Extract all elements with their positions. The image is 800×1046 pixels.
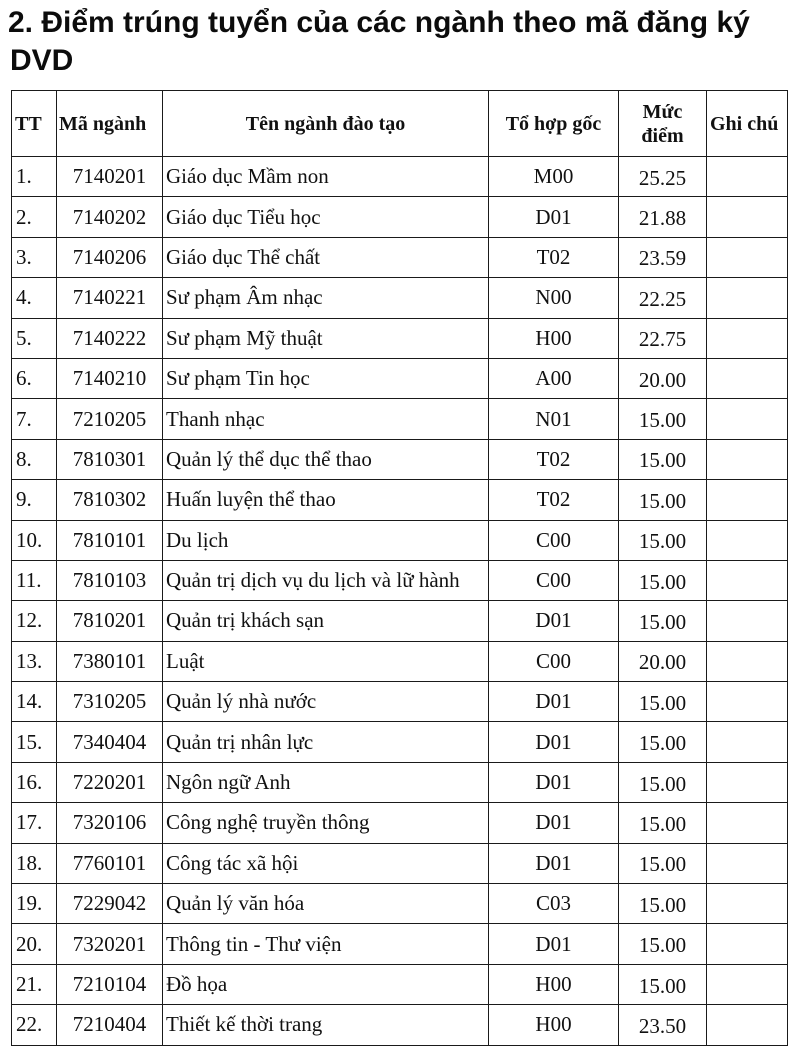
cell-score: 15.00 (619, 560, 707, 600)
cell-name: Sư phạm Âm nhạc (163, 278, 489, 318)
cell-score: 23.50 (619, 1005, 707, 1045)
cell-note (707, 399, 788, 439)
cell-note (707, 278, 788, 318)
cell-combo: M00 (489, 157, 619, 197)
header-score-line-2: điểm (641, 124, 684, 147)
title-line-1: 2. Điểm trúng tuyển của các ngành theo mã đăng ký (8, 6, 750, 39)
cell-score: 22.75 (619, 318, 707, 358)
cell-name: Quản trị dịch vụ du lịch và lữ hành (163, 560, 489, 600)
cell-note (707, 480, 788, 520)
cell-name: Luật (163, 641, 489, 681)
cell-combo: N00 (489, 278, 619, 318)
cell-name: Quản lý nhà nước (163, 682, 489, 722)
cell-score: 22.25 (619, 278, 707, 318)
cell-tt: 2. (12, 197, 57, 237)
cell-name: Giáo dục Thể chất (163, 237, 489, 277)
cell-combo: T02 (489, 439, 619, 479)
table-row (12, 641, 788, 681)
cell-code: 7220201 (57, 762, 163, 802)
cell-score: 20.00 (619, 358, 707, 398)
cell-note (707, 641, 788, 681)
cell-tt: 10. (12, 520, 57, 560)
cell-note (707, 722, 788, 762)
cell-tt: 19. (12, 884, 57, 924)
cell-tt: 18. (12, 843, 57, 883)
cell-combo: H00 (489, 1005, 619, 1045)
cell-note (707, 197, 788, 237)
header-name: Tên ngành đào tạo (163, 91, 489, 157)
admission-scores-table (11, 90, 788, 1046)
header-code: Mã ngành (57, 91, 163, 157)
page-title (8, 4, 798, 80)
cell-code: 7210104 (57, 964, 163, 1004)
cell-note (707, 803, 788, 843)
cell-combo: D01 (489, 762, 619, 802)
cell-name: Du lịch (163, 520, 489, 560)
header-score-line-1: Mức (642, 100, 683, 123)
cell-note (707, 560, 788, 600)
table-row (12, 843, 788, 883)
cell-tt: 4. (12, 278, 57, 318)
table-body (12, 157, 788, 1046)
cell-score: 15.00 (619, 803, 707, 843)
table-row (12, 439, 788, 479)
header-row (12, 91, 788, 157)
cell-score: 20.00 (619, 641, 707, 681)
header-tt: TT (12, 91, 57, 157)
cell-score: 25.25 (619, 157, 707, 197)
cell-code: 7210404 (57, 1005, 163, 1045)
table-row (12, 722, 788, 762)
cell-code: 7140221 (57, 278, 163, 318)
table-row (12, 924, 788, 964)
table-row (12, 318, 788, 358)
cell-score: 15.00 (619, 843, 707, 883)
cell-score: 15.00 (619, 682, 707, 722)
table-row (12, 560, 788, 600)
cell-tt: 3. (12, 237, 57, 277)
cell-tt: 7. (12, 399, 57, 439)
cell-tt: 6. (12, 358, 57, 398)
cell-combo: T02 (489, 237, 619, 277)
cell-tt: 5. (12, 318, 57, 358)
cell-name: Giáo dục Tiểu học (163, 197, 489, 237)
cell-note (707, 964, 788, 1004)
cell-name: Giáo dục Mầm non (163, 157, 489, 197)
cell-code: 7140202 (57, 197, 163, 237)
cell-note (707, 924, 788, 964)
cell-note (707, 601, 788, 641)
table-row (12, 964, 788, 1004)
cell-score: 15.00 (619, 722, 707, 762)
cell-note (707, 439, 788, 479)
cell-combo: H00 (489, 964, 619, 1004)
cell-score: 15.00 (619, 762, 707, 802)
cell-combo: C00 (489, 520, 619, 560)
cell-score: 15.00 (619, 964, 707, 1004)
cell-tt: 20. (12, 924, 57, 964)
cell-note (707, 157, 788, 197)
cell-note (707, 237, 788, 277)
cell-score: 21.88 (619, 197, 707, 237)
cell-score: 23.59 (619, 237, 707, 277)
cell-code: 7140206 (57, 237, 163, 277)
cell-tt: 16. (12, 762, 57, 802)
cell-combo: H00 (489, 318, 619, 358)
cell-name: Huấn luyện thể thao (163, 480, 489, 520)
cell-name: Công tác xã hội (163, 843, 489, 883)
table-row (12, 278, 788, 318)
cell-code: 7380101 (57, 641, 163, 681)
cell-name: Sư phạm Tin học (163, 358, 489, 398)
cell-score: 15.00 (619, 399, 707, 439)
cell-combo: A00 (489, 358, 619, 398)
cell-name: Thanh nhạc (163, 399, 489, 439)
table-row (12, 682, 788, 722)
cell-code: 7760101 (57, 843, 163, 883)
cell-name: Thông tin - Thư viện (163, 924, 489, 964)
cell-code: 7140222 (57, 318, 163, 358)
table-row (12, 358, 788, 398)
cell-code: 7810103 (57, 560, 163, 600)
cell-code: 7320106 (57, 803, 163, 843)
cell-combo: D01 (489, 843, 619, 883)
cell-code: 7810301 (57, 439, 163, 479)
cell-code: 7229042 (57, 884, 163, 924)
table-row (12, 1005, 788, 1045)
table-row (12, 237, 788, 277)
cell-combo: D01 (489, 924, 619, 964)
table-row (12, 197, 788, 237)
cell-name: Ngôn ngữ Anh (163, 762, 489, 802)
table-header (12, 91, 788, 157)
cell-tt: 12. (12, 601, 57, 641)
cell-name: Công nghệ truyền thông (163, 803, 489, 843)
cell-note (707, 1005, 788, 1045)
cell-combo: C03 (489, 884, 619, 924)
table-row (12, 601, 788, 641)
table-row (12, 803, 788, 843)
cell-code: 7310205 (57, 682, 163, 722)
cell-name: Thiết kế thời trang (163, 1005, 489, 1045)
cell-note (707, 884, 788, 924)
cell-combo: C00 (489, 641, 619, 681)
header-note: Ghi chú (707, 91, 788, 157)
table-row (12, 157, 788, 197)
cell-score: 15.00 (619, 601, 707, 641)
cell-combo: D01 (489, 803, 619, 843)
cell-name: Quản lý văn hóa (163, 884, 489, 924)
cell-code: 7140201 (57, 157, 163, 197)
cell-combo: C00 (489, 560, 619, 600)
cell-note (707, 843, 788, 883)
cell-combo: N01 (489, 399, 619, 439)
cell-score: 15.00 (619, 480, 707, 520)
cell-score: 15.00 (619, 924, 707, 964)
cell-combo: T02 (489, 480, 619, 520)
header-score (619, 91, 707, 157)
cell-tt: 17. (12, 803, 57, 843)
cell-tt: 13. (12, 641, 57, 681)
table-row (12, 520, 788, 560)
cell-name: Quản trị nhân lực (163, 722, 489, 762)
cell-tt: 9. (12, 480, 57, 520)
cell-tt: 11. (12, 560, 57, 600)
cell-name: Đồ họa (163, 964, 489, 1004)
table-row (12, 480, 788, 520)
cell-code: 7810201 (57, 601, 163, 641)
cell-note (707, 520, 788, 560)
cell-tt: 21. (12, 964, 57, 1004)
cell-combo: D01 (489, 682, 619, 722)
cell-tt: 14. (12, 682, 57, 722)
cell-note (707, 318, 788, 358)
cell-code: 7810101 (57, 520, 163, 560)
cell-tt: 8. (12, 439, 57, 479)
cell-code: 7210205 (57, 399, 163, 439)
cell-note (707, 358, 788, 398)
cell-name: Quản trị khách sạn (163, 601, 489, 641)
cell-code: 7320201 (57, 924, 163, 964)
table-row (12, 399, 788, 439)
table-row (12, 762, 788, 802)
cell-combo: D01 (489, 601, 619, 641)
cell-code: 7140210 (57, 358, 163, 398)
cell-score: 15.00 (619, 520, 707, 560)
cell-note (707, 762, 788, 802)
cell-tt: 1. (12, 157, 57, 197)
cell-note (707, 682, 788, 722)
cell-score: 15.00 (619, 884, 707, 924)
cell-score: 15.00 (619, 439, 707, 479)
cell-name: Sư phạm Mỹ thuật (163, 318, 489, 358)
cell-combo: D01 (489, 722, 619, 762)
title-line-2: DVD (10, 44, 74, 77)
cell-code: 7340404 (57, 722, 163, 762)
cell-name: Quản lý thể dục thể thao (163, 439, 489, 479)
table-row (12, 884, 788, 924)
header-combo: Tổ hợp gốc (489, 91, 619, 157)
cell-combo: D01 (489, 197, 619, 237)
cell-tt: 15. (12, 722, 57, 762)
cell-tt: 22. (12, 1005, 57, 1045)
cell-code: 7810302 (57, 480, 163, 520)
